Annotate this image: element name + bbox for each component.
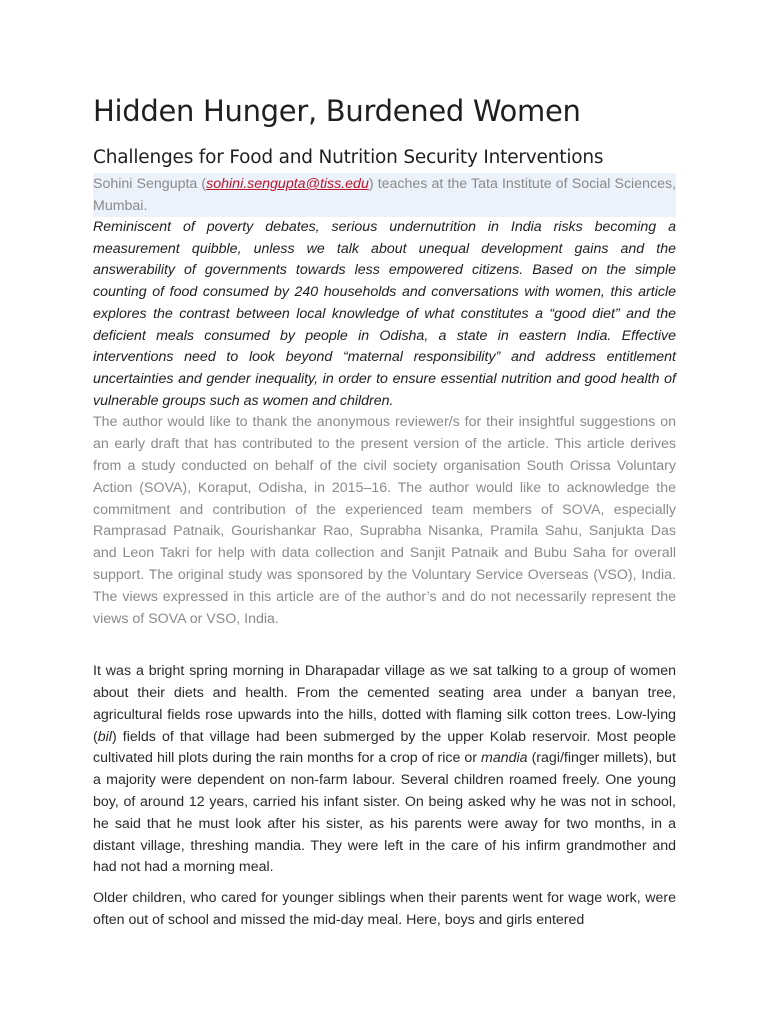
author-name: Sohini Sengupta ( — [93, 176, 207, 192]
article-subtitle: Challenges for Food and Nutrition Security Interventions — [93, 147, 604, 168]
document-page — [93, 0, 676, 932]
body-text: (ragi/finger millets), but a majority were dependent on non-farm labour. Several children roamed freely. One young boy, of around 12 years, carried his infant sister. On being asked why he was not in school, he said that he must look after his sister, as his parents were away for two months, in a distant village, threshing mandia. They were left in the care of his infirm grandmother and had not had a morning meal. — [93, 750, 676, 876]
body-text: It was a bright spring morning in Dharapadar village as we sat talking to a group of women about their diets and health. From the cemented seating area under a banyan tree, agricultural fields rose upwards into the hills, dotted with flaming silk cotton trees. Low-lying ( — [93, 663, 676, 745]
body-text: ) fields of that village had been submerged by the upper Kolab reservoir. Most people cultivated hill plots during the rain months for a crop of rice or — [93, 728, 676, 767]
author-affiliation: ) teaches at the Tata Institute of Social Sciences, Mumbai. — [93, 176, 676, 214]
acknowledgement: The author would like to thank the anonymous reviewer/s for their insightful suggestions on an early draft that has contributed to the present version of the article. This article derives from a study conducted on behalf of the civil society organisation South Orissa Voluntary Action (SOVA), Koraput, Odisha, in 2015–16. The author would like to acknowledge the commitment and contribution of the experienced team members of SOVA, especially Ramprasad Patnaik, Gourishankar Rao, Suprabha Nisanka, Pramila Sahu, Sanjukta Das and Leon Takri for help with data collection and Sanjit Patnaik and Bubu Saha for overall support. The original study was sponsored by the Voluntary Service Overseas (VSO), India. The views expressed in this article are of the author’s and do not necessarily represent the views of SOVA or VSO, India. — [93, 414, 676, 627]
body-paragraph-1 — [93, 661, 676, 879]
author-note — [93, 173, 676, 217]
italic-term: bil — [97, 728, 112, 745]
abstract: Reminiscent of poverty debates, serious undernutrition in India risks becoming a measurement quibble, unless we talk about unequal development gains and the answerability of governments towards less empowered citizens. Based on the simple counting of food consumed by 240 households and conversations with women, this article explores the contrast between local knowledge of what constitutes a “good diet” and the deficient meals consumed by people in Odisha, a state in eastern India. Effective interventions need to look beyond “maternal responsibility” and address entitlement uncertainties and gender inequality, in order to ensure essential nutrition and good health of vulnerable groups such as women and children. — [93, 219, 676, 409]
author-email-link[interactable]: sohini.sengupta@tiss.edu — [206, 176, 369, 192]
article-title: Hidden Hunger, Burdened Women — [93, 94, 581, 128]
body-paragraph-2: Older children, who cared for younger siblings when their parents went for wage work, were often out of school and missed the mid-day meal. Here, boys and girls entered — [93, 890, 676, 929]
italic-term: mandia — [481, 750, 528, 767]
